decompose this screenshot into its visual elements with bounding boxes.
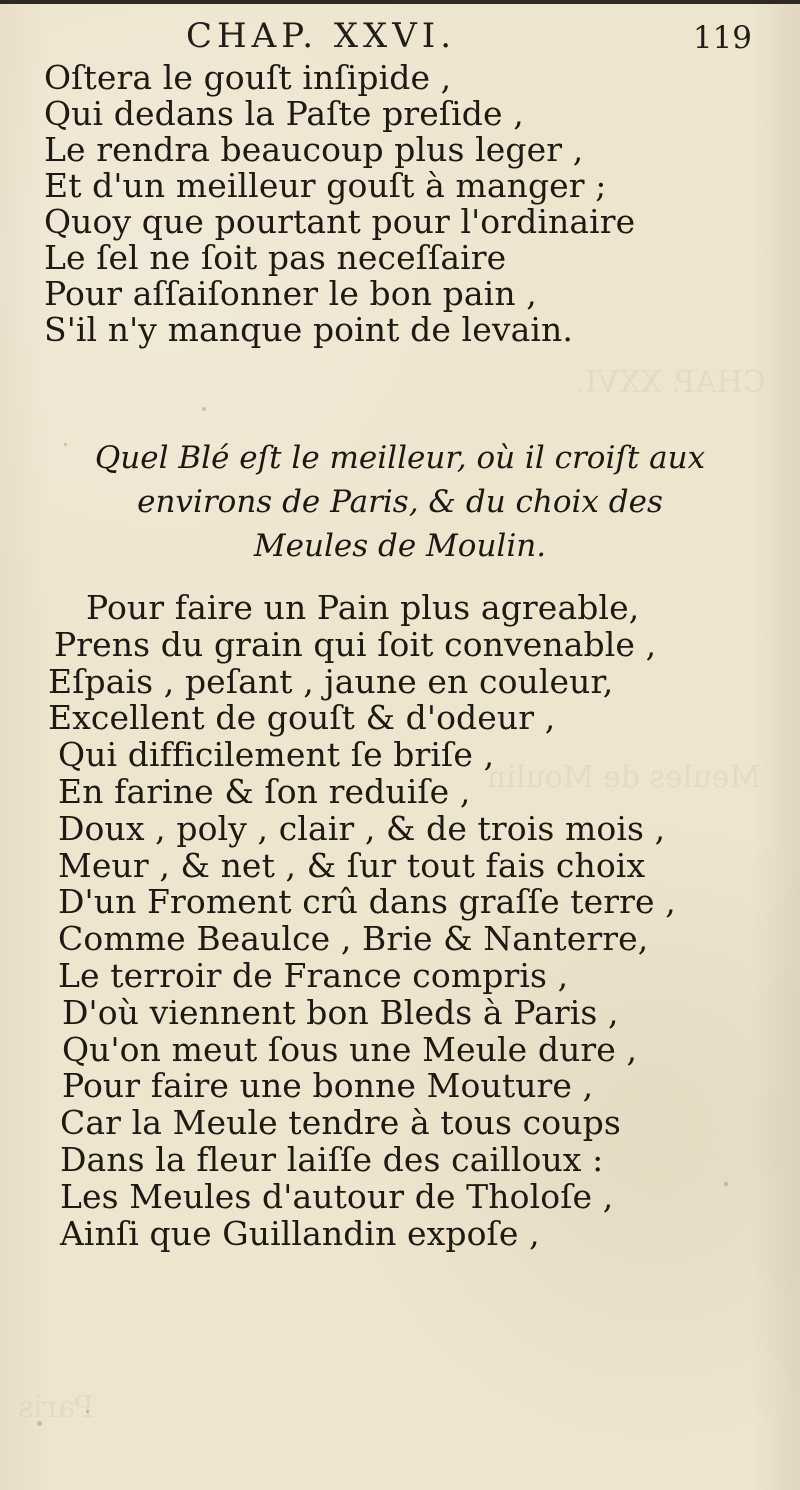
- running-title: CHAP. XXVI.: [186, 16, 457, 56]
- verse-line: Oſtera le gouſt inſipide ,: [44, 58, 452, 97]
- verse-line: Le terroir de France compris ,: [58, 955, 569, 995]
- verse-line: Prens du grain qui ſoit convenable ,: [54, 624, 657, 664]
- verse-block-top: [44, 60, 744, 348]
- section-heading-line: Meules de Moulin.: [253, 528, 547, 564]
- verse-line: Qui difficilement ſe briſe ,: [58, 735, 495, 775]
- verse-line: Ainſi que Guillandin expoſe ,: [60, 1213, 540, 1253]
- show-through-mark: Paris: [18, 1390, 95, 1425]
- verse-line: Excellent de gouſt & d'odeur ,: [48, 698, 556, 738]
- section-heading: [70, 436, 730, 568]
- verse-line: Doux , poly , clair , & de trois mois ,: [58, 808, 666, 848]
- paper-speck: [202, 407, 206, 411]
- paper-speck: [64, 443, 67, 446]
- verse-line: Comme Beaulce , Brie & Nanterre,: [58, 919, 649, 959]
- show-through-mark: Meules de Moulin: [486, 760, 760, 795]
- verse-line: Pour faire un Pain plus agreable,: [86, 588, 640, 627]
- verse-line: Le ſel ne ſoit pas neceſſaire: [44, 238, 507, 277]
- verse-line: Car la Meule tendre à tous coups: [60, 1103, 621, 1143]
- verse-line: Dans la fleur laiſſe des cailloux :: [60, 1139, 604, 1179]
- verse-line: Les Meules d'autour de Tholoſe ,: [60, 1176, 614, 1216]
- verse-line: Meur , & net , & ſur tout fais choix: [58, 845, 646, 885]
- section-heading-line: environs de Paris, & du choix des: [137, 484, 663, 520]
- show-through-mark: CHAP. XXVI.: [576, 365, 766, 400]
- verse-line: Pour aſſaiſonner le bon pain ,: [44, 274, 537, 313]
- verse-line: Quoy que pourtant pour l'ordinaire: [44, 202, 636, 241]
- verse-block-bottom: [44, 590, 744, 1252]
- verse-line: S'il n'y manque point de levain.: [44, 310, 573, 349]
- page-number: 119: [692, 20, 752, 56]
- verse-line: D'un Froment crû dans graſſe terre ,: [58, 882, 676, 922]
- top-edge-shadow: [0, 0, 800, 4]
- verse-line: Eſpais , peſant , jaune en couleur,: [48, 661, 614, 701]
- section-heading-line: Quel Blé eſt le meilleur, où il croiſt aux: [94, 440, 706, 476]
- verse-line: Le rendra beaucoup plus leger ,: [44, 130, 584, 169]
- verse-line: Qu'on meut ſous une Meule dure ,: [62, 1029, 638, 1069]
- page-header: [0, 12, 800, 62]
- verse-line: Et d'un meilleur gouſt à manger ;: [44, 166, 607, 205]
- verse-line: D'où viennent bon Bleds à Paris ,: [62, 992, 619, 1032]
- paper-speck: [86, 1410, 89, 1413]
- verse-line: Pour faire une bonne Mouture ,: [62, 1066, 594, 1106]
- verse-line: Qui dedans la Paſte preſide ,: [44, 94, 524, 133]
- paper-speck: [37, 1421, 42, 1426]
- verse-line: En farine & ſon reduiſe ,: [58, 771, 471, 811]
